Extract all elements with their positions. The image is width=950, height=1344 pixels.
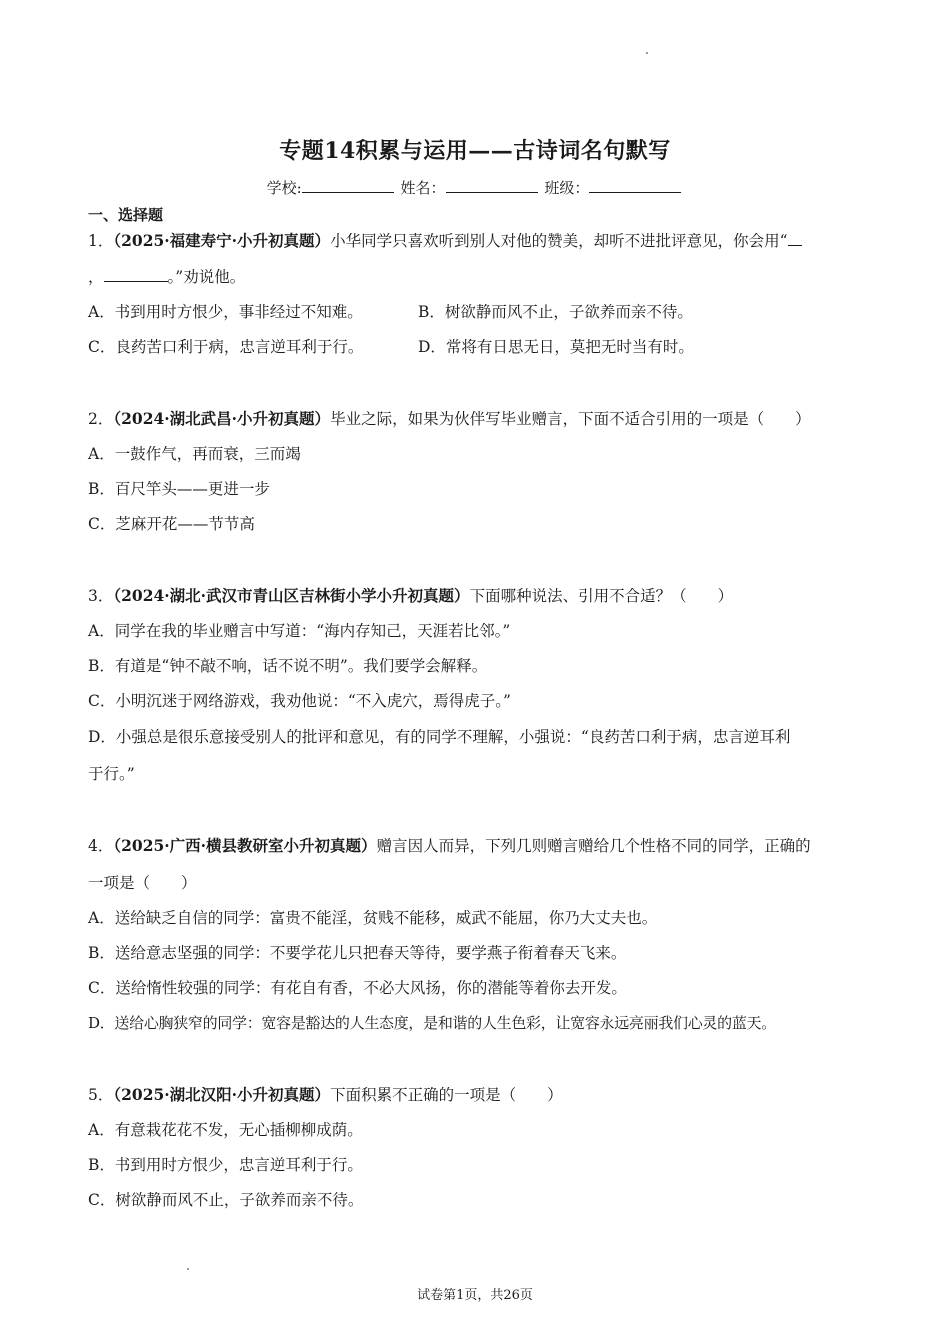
q3-option-d-cont: 于行。” [88, 765, 135, 783]
q2-option-c[interactable]: C．芝麻开花——节节高 [88, 515, 255, 533]
q4-option-d[interactable]: D．送给心胸狭窄的同学：宽容是豁达的人生态度，是和谐的人生色彩，让宽容永远亮丽我们心灵的蓝天。 [88, 1014, 776, 1032]
answer-blank [104, 269, 168, 282]
question-number: 2． [88, 410, 114, 428]
answer-blank [788, 233, 802, 246]
q3-option-d[interactable]: D．小强总是很乐意接受别人的批评和意见，有的同学不理解，小强说：“良药苦口利于病，忠言逆耳利 [88, 728, 791, 746]
q2-option-a[interactable]: A．一鼓作气，再而衰，三而竭 [88, 445, 301, 463]
question-source: （2025·广西·横县教研室小升初真题） [113, 836, 377, 855]
school-field[interactable] [302, 178, 394, 193]
question-source: （2025·湖北汉阳·小升初真题） [113, 1085, 331, 1104]
q4-option-b[interactable]: B．送给意志坚强的同学：不要学花儿只把春天等待，要学燕子衔着春天飞来。 [88, 944, 627, 962]
question-text: 毕业之际，如果为伙伴写毕业赠言，下面不适合引用的一项是（ ） [330, 410, 811, 428]
q1-option-a[interactable]: A．书到用时方恨少，事非经过不知难。 [88, 303, 363, 321]
question-2-stem [88, 407, 811, 429]
q5-option-c[interactable]: C．树欲静而风不止，子欲养而亲不待。 [88, 1191, 364, 1209]
question-4-stem-cont: 一项是（ ） [88, 874, 197, 892]
question-1-stem-cont [88, 265, 245, 287]
q2-option-b[interactable]: B．百尺竿头——更进一步 [88, 480, 270, 498]
question-number: 3． [88, 587, 114, 605]
question-text: 下面积累不正确的一项是（ ） [330, 1086, 563, 1104]
section-heading: 一、选择题 [88, 206, 164, 224]
q4-option-c[interactable]: C．送给惰性较强的同学：有花自有香，不必大风扬，你的潜能等着你去开发。 [88, 979, 627, 997]
page-title: 专题14积累与运用——古诗词名句默写 [279, 138, 671, 164]
question-3-stem [88, 584, 733, 606]
question-source: （2024·湖北武昌·小升初真题） [113, 409, 331, 428]
question-number: 4． [88, 837, 114, 855]
q4-option-a[interactable]: A．送给缺乏自信的同学：富贵不能淫，贫贱不能移，威武不能屈，你乃大丈夫也。 [88, 909, 658, 927]
question-text: 小华同学只喜欢听到别人对他的赞美，却听不进批评意见，你会用“ [330, 232, 788, 250]
speck [187, 1268, 189, 1270]
q3-option-c[interactable]: C．小明沉迷于网络游戏，我劝他说：“不入虎穴，焉得虎子。” [88, 692, 511, 710]
student-info [0, 177, 950, 198]
question-source: （2025·福建寿宁·小升初真题） [113, 231, 331, 250]
question-number: 1． [88, 232, 114, 250]
q3-option-b[interactable]: B．有道是“钟不敲不响，话不说不明”。我们要学会解释。 [88, 657, 488, 675]
question-number: 5． [88, 1086, 114, 1104]
question-source: （2024·湖北·武汉市青山区吉林街小学小升初真题） [113, 586, 470, 605]
q5-option-b[interactable]: B．书到用时方恨少，忠言逆耳利于行。 [88, 1156, 363, 1174]
speck [646, 52, 648, 54]
name-label: 姓名： [400, 179, 446, 197]
q1-option-b[interactable]: B．树欲静而风不止，子欲养而亲不待。 [418, 303, 693, 321]
question-text: 赠言因人而异，下列几则赠言赠给几个性格不同的同学，正确的 [376, 837, 811, 855]
q1-option-d[interactable]: D．常将有日思无日，莫把无时当有时。 [418, 338, 694, 356]
question-text: ， [88, 268, 104, 286]
class-field[interactable] [589, 178, 681, 193]
question-4-stem [88, 834, 811, 856]
school-label: 学校: [266, 179, 302, 197]
question-5-stem [88, 1083, 563, 1105]
name-field[interactable] [446, 178, 538, 193]
question-text: 。”劝说他。 [167, 268, 246, 286]
page-footer: 试卷第1页，共26页 [417, 1288, 533, 1303]
class-label: 班级： [544, 179, 590, 197]
q5-option-a[interactable]: A．有意栽花花不发，无心插柳柳成荫。 [88, 1121, 363, 1139]
question-1-stem [88, 229, 802, 251]
q3-option-a[interactable]: A．同学在我的毕业赠言中写道：“海内存知己，天涯若比邻。” [88, 622, 511, 640]
q1-option-c[interactable]: C．良药苦口利于病，忠言逆耳利于行。 [88, 338, 364, 356]
question-text: 下面哪种说法、引用不合适？（ ） [469, 587, 734, 605]
